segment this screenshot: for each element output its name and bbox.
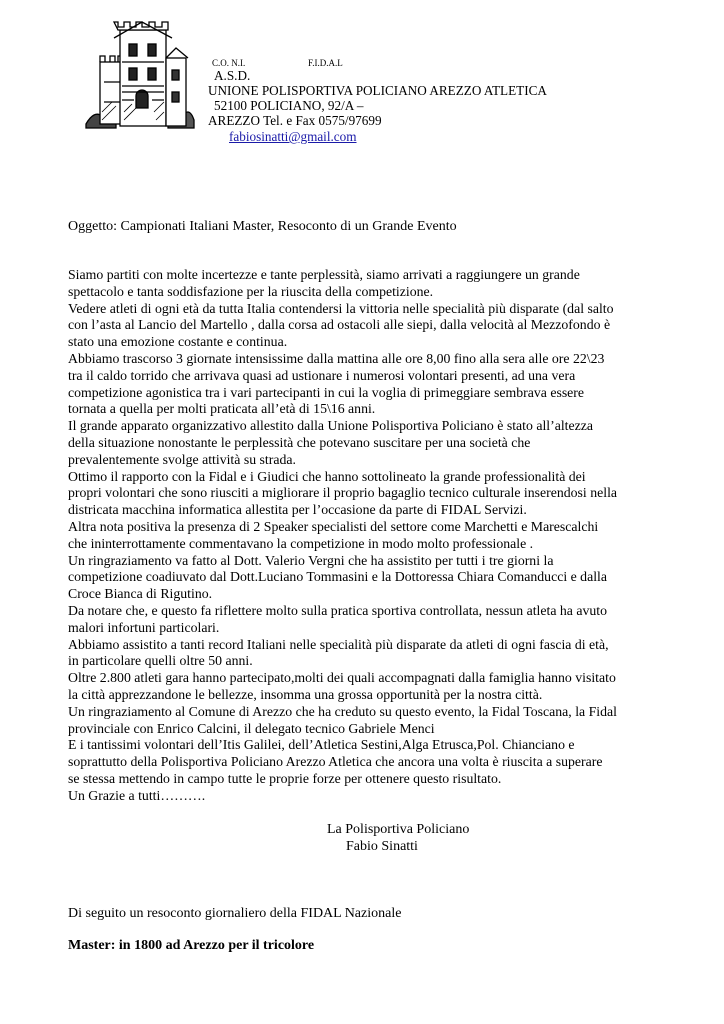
body-line: Oltre 2.800 atleti gara hanno partecipato,molti dei quali accompagnati dalla famiglia hanno visitato [68, 670, 616, 686]
body-line: Croce Bianca di Rigutino. [68, 586, 213, 602]
body-line: la città apprezzandone le bellezze, insomma una grossa opportunità per la nostra città. [68, 686, 543, 702]
body-line: competizione coadiuvato dal Dott.Luciano Tommasini e la Dottoressa Chiara Comanducci e dalla [68, 569, 607, 585]
body-line: Abbiamo assistito a tanti record Italiani nelle specialità più disparate da atleti di ogni fascia di età, [68, 636, 609, 652]
organization-city-phone: AREZZO Tel. e Fax 0575/97699 [208, 113, 382, 128]
body-line: con l’asta al Lancio del Martello , dalla corsa ad ostacoli alle siepi, dalla velocità al Mezzofondo è [68, 317, 611, 333]
body-line: Vedere atleti di ogni età da tutta Italia contendersi la vittoria nelle specialità più disparate (dal salto [68, 300, 614, 316]
body-line: Il grande apparato organizzativo allestito dalla Unione Polisportiva Policiano è stato all’altezza [68, 418, 593, 434]
body-line: Un ringraziamento al Comune di Arezzo che ha creduto su questo evento, la Fidal Toscana, la Fidal [68, 703, 617, 719]
asd-label: A.S.D. [214, 68, 251, 83]
body-line: Abbiamo trascorso 3 giornate intensissime dalla mattina alle ore 8,00 fino alla sera alle ore 22\23 [68, 350, 605, 366]
body-line: se stessa mettendo in campo tutte le proprie forze per ottenere questo risultato. [68, 770, 502, 786]
body-line: districata macchina informatica allestita per l’occasione da parte di FIDAL Servizi. [68, 502, 527, 518]
body-line: Un ringraziamento va fatto al Dott. Valerio Vergni che ha assistito per tutti i tre giorni la [68, 552, 554, 568]
body-line: della situazione nonostante le perplessità che potevano suscitare per una società che [68, 434, 531, 450]
body-line: Da notare che, e questo fa riflettere molto sulla pratica sportiva controllata, nessun atleta ha avuto [68, 602, 608, 618]
body-line: stato una emozione costante e continua. [68, 334, 288, 350]
body-line: tornata a quella per molti praticata all’età di 15\16 anni. [68, 401, 376, 417]
organization-name: UNIONE POLISPORTIVA POLICIANO AREZZO ATLETICA [208, 83, 547, 98]
body-line: prevalentemente svolge attività su strada. [68, 451, 296, 467]
body-line: in particolare quelli oltre 50 anni. [68, 653, 253, 669]
signature-organization: La Polisportiva Policiano [327, 822, 470, 837]
body-line: soprattutto della Polisportiva Policiano Arezzo Atletica che ancora una volta è riuscita a superare [68, 754, 603, 770]
email-link[interactable]: fabiosinatti@gmail.com [229, 129, 357, 144]
organization-address: 52100 POLICIANO, 92/A – [214, 98, 364, 113]
castle-tower-logo [84, 12, 196, 132]
body-line: provinciale con Enrico Calcini, il delegato tecnico Gabriele Menci [68, 720, 435, 736]
footer-intro: Di seguito un resoconto giornaliero della FIDAL Nazionale [68, 906, 402, 921]
body-line: E i tantissimi volontari dell’Itis Galilei, dell’Atletica Sestini,Alga Etrusca,Pol. Chianciano e [68, 737, 575, 753]
fidal-label: F.I.D.A.L [308, 58, 343, 68]
letter-subject: Oggetto: Campionati Italiani Master, Resoconto di un Grande Evento [68, 219, 457, 234]
body-line: propri volontari che sono riusciti a migliorare il proprio bagaglio tecnico culturale inserendosi nella [68, 485, 618, 501]
body-line: Ottimo il rapporto con la Fidal e i Giudici che hanno sottolineato la grande professionalità dei [68, 468, 586, 484]
body-line: Un Grazie a tutti………. [68, 787, 206, 803]
letter-body [68, 267, 708, 805]
body-line: Siamo partiti con molte incertezze e tante perplessità, siamo arrivati a raggiungere un grande [68, 267, 580, 282]
body-line: tra il caldo torrido che arrivava quasi ad ustionare i numerosi volontari presenti, ad una vera [68, 367, 576, 383]
footer-headline: Master: in 1800 ad Arezzo per il tricolore [68, 938, 315, 953]
body-line: che ininterrottamente commentavano la competizione in modo molto professionale . [68, 535, 534, 551]
body-line: competizione agonistica tra i vari partecipanti in cui la voglia di primeggiare sembrava essere [68, 384, 585, 400]
body-line: Altra nota positiva la presenza di 2 Speaker specialisti del settore come Marchetti e Marescalchi [68, 518, 599, 534]
coni-label: C.O. N.I. [212, 58, 246, 68]
body-line: spettacolo e tanta soddisfazione per la riuscita della competizione. [68, 283, 434, 299]
signature-name: Fabio Sinatti [346, 839, 418, 854]
body-line: malori infortuni particolari. [68, 619, 220, 635]
